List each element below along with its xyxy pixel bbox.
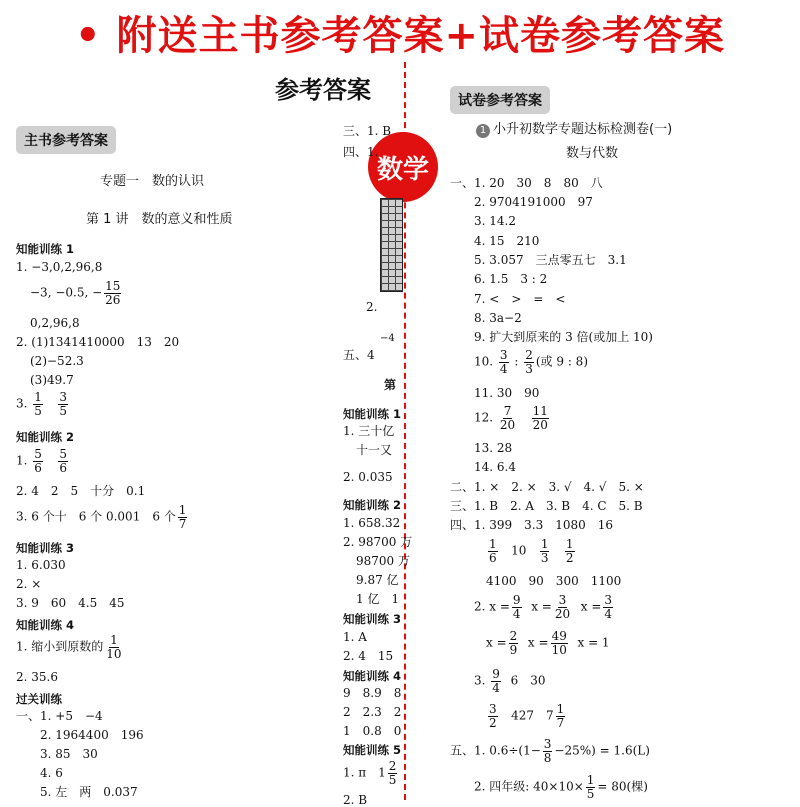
answer-line: 2. 0.035 — [343, 470, 393, 484]
answer-line: 3. 85 30 — [40, 747, 98, 761]
answer-line: 二、1. × 2. × 3. √ 4. √ 5. × — [450, 480, 644, 494]
answer-line: 98700 万 — [356, 554, 410, 568]
main-book-tag: 主书参考答案 — [16, 126, 116, 154]
answer-line: 13. 28 — [474, 441, 513, 455]
section-heading: 知能训练 3 — [16, 541, 75, 555]
answer-line: 2. 1964400 196 — [40, 728, 144, 742]
answer-line: 一、1. 20 30 8 80 八 — [450, 176, 603, 190]
answer-line: 1. $\frac{5}{6}$ $\frac{5}{6}$ — [16, 447, 68, 475]
answer-line: 一、1. +5 −4 — [16, 709, 103, 723]
section-heading: 知能训练 2 — [16, 430, 75, 444]
answer-line: 5. 左 两 0.037 — [40, 785, 138, 799]
answer-line: −3, −0.5, − $\frac{15}{26}$ — [30, 279, 121, 307]
answer-line: 9.87 亿 — [356, 573, 399, 587]
answer-line: 2. B — [343, 793, 368, 807]
answer-line: 9 8.9 8 — [343, 686, 402, 700]
answer-line: 7. < > = < — [474, 292, 566, 306]
answer-line: 3. $\frac{1}{5}$ $\frac{3}{5}$ — [16, 390, 68, 418]
answer-line: 十一又 — [356, 443, 393, 457]
answer-line: 9. 扩大到原来的 3 倍(或加上 10) — [474, 330, 653, 344]
answer-line: 6. 1.5 3 : 2 — [474, 272, 548, 286]
answer-line: 0,2,96,8 — [30, 316, 80, 330]
answer-line: 1. 6.030 — [16, 558, 66, 572]
topic-heading: 专题一 数的认识 — [100, 174, 205, 189]
answer-line: $\frac{3}{2}$ 427 7 $\frac{1}{7}$ — [489, 702, 565, 730]
test-subtitle: 数与代数 — [566, 146, 619, 161]
answer-line: 三、1. B 2. A 3. B 4. C 5. B — [450, 499, 643, 513]
answer-line: 2. 9704191000 97 — [474, 195, 593, 209]
answer-line: 1 0.8 0 — [343, 724, 402, 738]
test-paper-tag: 试卷参考答案 — [450, 86, 550, 114]
answer-line: 11. 30 90 — [474, 386, 540, 400]
section-heading: 知能训练 4 — [343, 669, 402, 683]
answer-line: 8. 3a−2 — [474, 311, 522, 325]
answer-line: 2. 四年级: 40×10× $\frac{1}{5}$ = 80(棵) — [474, 773, 648, 801]
answer-line: 1. 缩小到原数的 $\frac{1}{10}$ — [16, 633, 122, 661]
answer-line: 4100 90 300 1100 — [486, 574, 622, 588]
page-title: 参考答案 — [275, 76, 371, 104]
answer-line: 四、1. — [343, 145, 379, 159]
answer-line: 1. −3,0,2,96,8 — [16, 260, 103, 274]
answer-line: 2. 35.6 — [16, 670, 58, 684]
answer-line: (3)49.7 — [30, 373, 74, 387]
answer-line: 五、4 — [343, 348, 375, 362]
answer-line: 第 — [384, 378, 397, 392]
answer-line: 1 亿 1 — [356, 592, 400, 606]
answer-line: x = $\frac{2}{9}$ x = $\frac{49}{10}$ x = 1 — [486, 629, 610, 657]
answer-line: 3. 9 60 4.5 45 — [16, 596, 125, 610]
section-heading: 过关训练 — [16, 692, 62, 706]
answer-line: 2. (1)1341410000 13 20 — [16, 335, 180, 349]
answer-line: 10. $\frac{3}{4}$ : $\frac{2}{3}$ (或 9 : 8) — [474, 348, 588, 376]
answer-line: 2 2.3 2 — [343, 705, 402, 719]
answer-line: 1. A — [343, 630, 367, 644]
grid-figure — [380, 198, 403, 292]
answer-line: 四、1. 399 3.3 1080 16 — [450, 518, 614, 532]
section-heading: 知能训练 5 — [343, 743, 402, 757]
answer-line: 5. 3.057 三点零五七 3.1 — [474, 253, 627, 267]
answer-line: −4 — [380, 333, 395, 344]
answer-line: 2. x = $\frac{9}{4}$ x = $\frac{3}{20}$ x = $\frac{3}{4}$ — [474, 593, 613, 621]
answer-line: 1. π 1 $\frac{2}{5}$ — [343, 759, 397, 787]
answer-line: 14. 6.4 — [474, 460, 516, 474]
section-heading: 知能训练 1 — [16, 242, 75, 256]
answer-line: 2. × — [16, 577, 42, 591]
test-title: 1 小升初数学专题达标检测卷(一) — [476, 118, 672, 138]
answer-line: 3. 6 个十 6 个 0.001 6 个 $\frac{1}{7}$ — [16, 503, 187, 531]
answer-line: (2)−52.3 — [30, 354, 84, 368]
answer-line: 12. $\frac{7}{20}$ $\frac{11}{20}$ — [474, 404, 548, 432]
section-heading: 知能训练 4 — [16, 618, 75, 632]
answer-line: 3. 14.2 — [474, 214, 516, 228]
subject-badge: 数学 — [368, 132, 438, 202]
section-heading: 知能训练 1 — [343, 407, 402, 421]
answer-line: 2. 98700 万 — [343, 535, 413, 549]
answer-line: 1. 三十亿 — [343, 424, 395, 438]
answer-line: 2. — [366, 300, 378, 314]
answer-line: 4. 15 210 — [474, 234, 540, 248]
answer-line: $\frac{1}{6}$ 10 $\frac{1}{3}$ $\frac{1}{2}$ — [489, 537, 574, 565]
section-heading: 知能训练 3 — [343, 612, 402, 626]
answer-line: 3. $\frac{9}{4}$ 6 30 — [474, 667, 546, 695]
answer-line: 2. 4 2 5 十分 0.1 — [16, 484, 146, 498]
answer-line: 三、1. B — [343, 124, 392, 138]
answer-line: 2. 4 15 — [343, 649, 394, 663]
lesson-heading: 第 1 讲 数的意义和性质 — [86, 212, 233, 227]
answer-line: 五、1. 0.6÷(1− $\frac{3}{8}$ −25%) = 1.6(L) — [450, 737, 650, 765]
section-heading: 知能训练 2 — [343, 498, 402, 512]
answer-line: 4. 6 — [40, 766, 63, 780]
answer-line: 1. 658.32 — [343, 516, 401, 530]
banner-title: • 附送主书参考答案+试卷参考答案 — [74, 13, 725, 59]
